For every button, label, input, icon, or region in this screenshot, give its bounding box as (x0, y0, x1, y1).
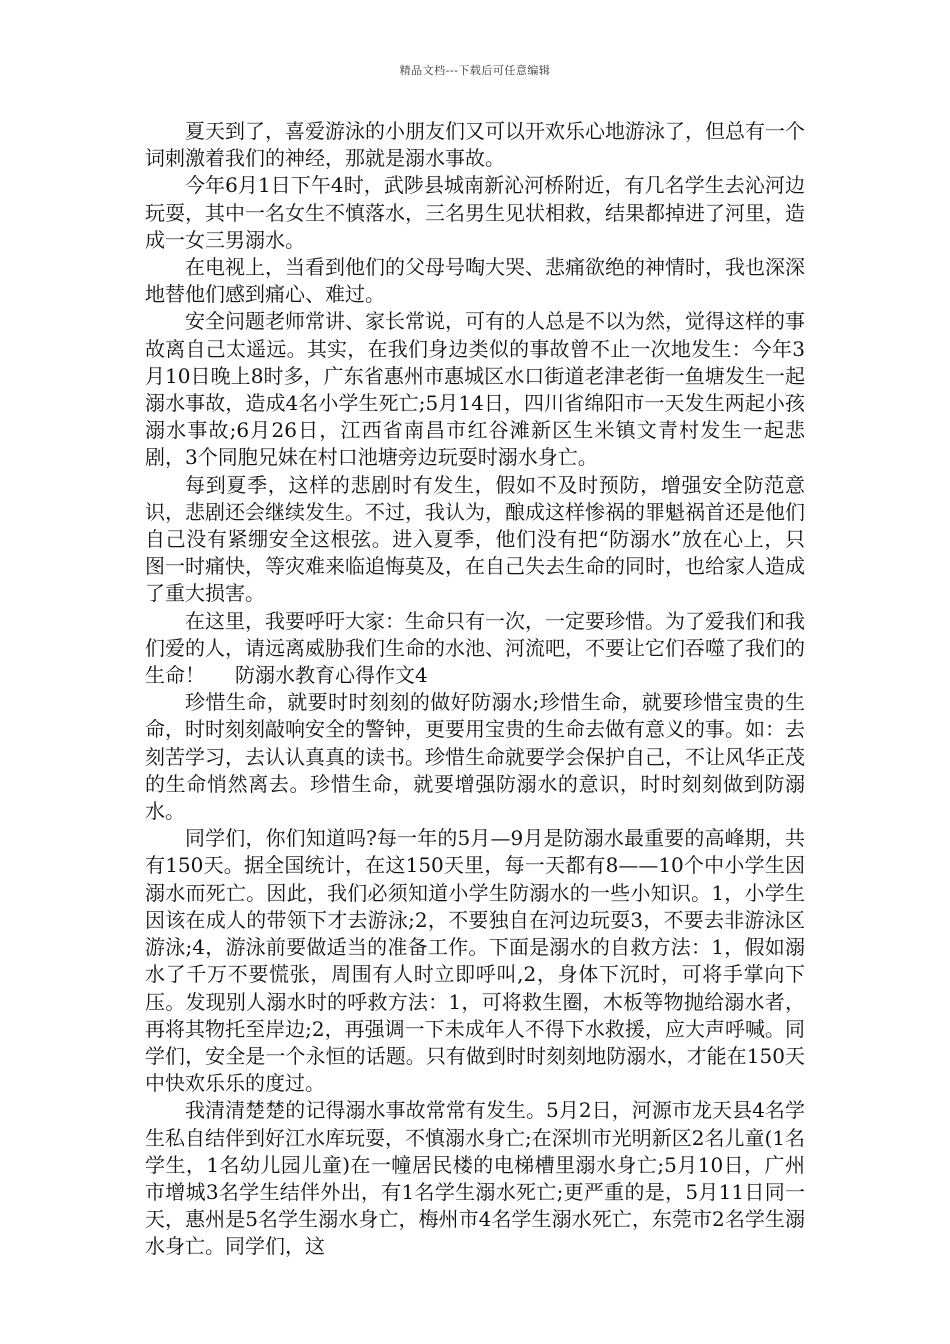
paragraph: 珍惜生命，就要时时刻刻的做好防溺水;珍惜生命，就要珍惜宝贵的生命，时时刻刻敲响安全的警钟，更要用宝贵的生命去做有意义的事。如：去刻苦学习，去认认真真的读书。珍惜生命就要学会保护自己，不让风华正茂的生命悄然离去。珍惜生命，就要增强防溺水的意识，时时刻刻做到防溺水。 (145, 690, 805, 824)
paragraph: 今年6月1日下午4时，武陟县城南新沁河桥附近，有几名学生去沁河边玩耍，其中一名女生不慎落水，三名男生见状相救，结果都掉进了河里，造成一女三男溺水。 (145, 173, 805, 252)
paragraph: 同学们，你们知道吗?每一年的5月—9月是防溺水最重要的高峰期，共有150天。据全国统计，在这150天里，每一天都有8——10个中小学生因溺水而死亡。因此，我们必须知道小学生防溺水的一些小知识。1，小学生因该在成人的带领下才去游泳;2，不要独自在河边玩耍3，不要去非游泳区游泳;4，游泳前要做适当的准备工作。下面是溺水的自救方法：1，假如溺水了千万不要慌张，周围有人时立即呼叫,2，身体下沉时，可将手掌向下压。发现别人溺水时的呼救方法：1，可将救生圈，木板等物抛给溺水者，再将其物托至岸边;2，再强调一下未成年人不得下水救援，应大声呼喊。同学们，安全是一个永恒的话题。只有做到时时刻刻地防溺水，才能在150天中快欢乐乐的度过。 (145, 826, 805, 1096)
paragraph-text: 在这里，我要呼吁大家：生命只有一次，一定要珍惜。为了爱我们和我们爱的人，请远离威胁我们生命的水池、河流吧，不要让它们吞噬了我们的生命！ (145, 608, 805, 688)
essay-title: 防溺水教育心得作文4 (235, 663, 428, 688)
paragraph: 安全问题老师常讲、家长常说，可有的人总是不以为然，觉得这样的事故离自己太遥远。其实，在我们身边类似的事故曾不止一次地发生：今年3月10日晚上8时多，广东省惠州市惠城区水口街道老津老街一鱼塘发生一起溺水事故，造成4名小学生死亡;5月14日，四川省绵阳市一天发生两起小孩溺水事故;6月26日，江西省南昌市红谷滩新区生米镇文青村发生一起悲剧，3个同胞兄妹在村口池塘旁边玩耍时溺水身亡。 (145, 309, 805, 470)
paragraph: 每到夏季，这样的悲剧时有发生，假如不及时预防，增强安全防范意识，悲剧还会继续发生。不过，我认为，酿成这样惨祸的罪魁祸首还是他们自己没有紧绷安全这根弦。进入夏季，他们没有把“防溺水”放在心上，只图一时痛快，等灾难来临追悔莫及，在自己失去生命的同时，也给家人造成了重大损害。 (145, 472, 805, 606)
document-body (145, 118, 805, 1261)
paragraph (145, 608, 805, 690)
paragraph: 夏天到了，喜爱游泳的小朋友们又可以开欢乐心地游泳了，但总有一个词刺激着我们的神经，那就是溺水事故。 (145, 119, 805, 171)
paragraph: 在电视上，当看到他们的父母号啕大哭、悲痛欲绝的神情时，我也深深地替他们感到痛心、难过。 (145, 255, 805, 307)
paragraph: 我清清楚楚的记得溺水事故常常有发生。5月2日，河源市龙天县4名学生私自结伴到好江水库玩耍，不慎溺水身亡;在深圳市光明新区2名儿童(1名学生，1名幼儿园儿童)在一幢居民楼的电梯槽里溺水身亡;5月10日，广州市增城3名学生结伴外出，有1名学生溺水死亡;更严重的是，5月11日同一天，惠州是5名学生溺水身亡，梅州市4名学生溺水死亡，东莞市2名学生溺水身亡。同学们，这 (145, 1098, 805, 1259)
page-header: 精品文档---下载后可任意编辑 (399, 64, 551, 77)
